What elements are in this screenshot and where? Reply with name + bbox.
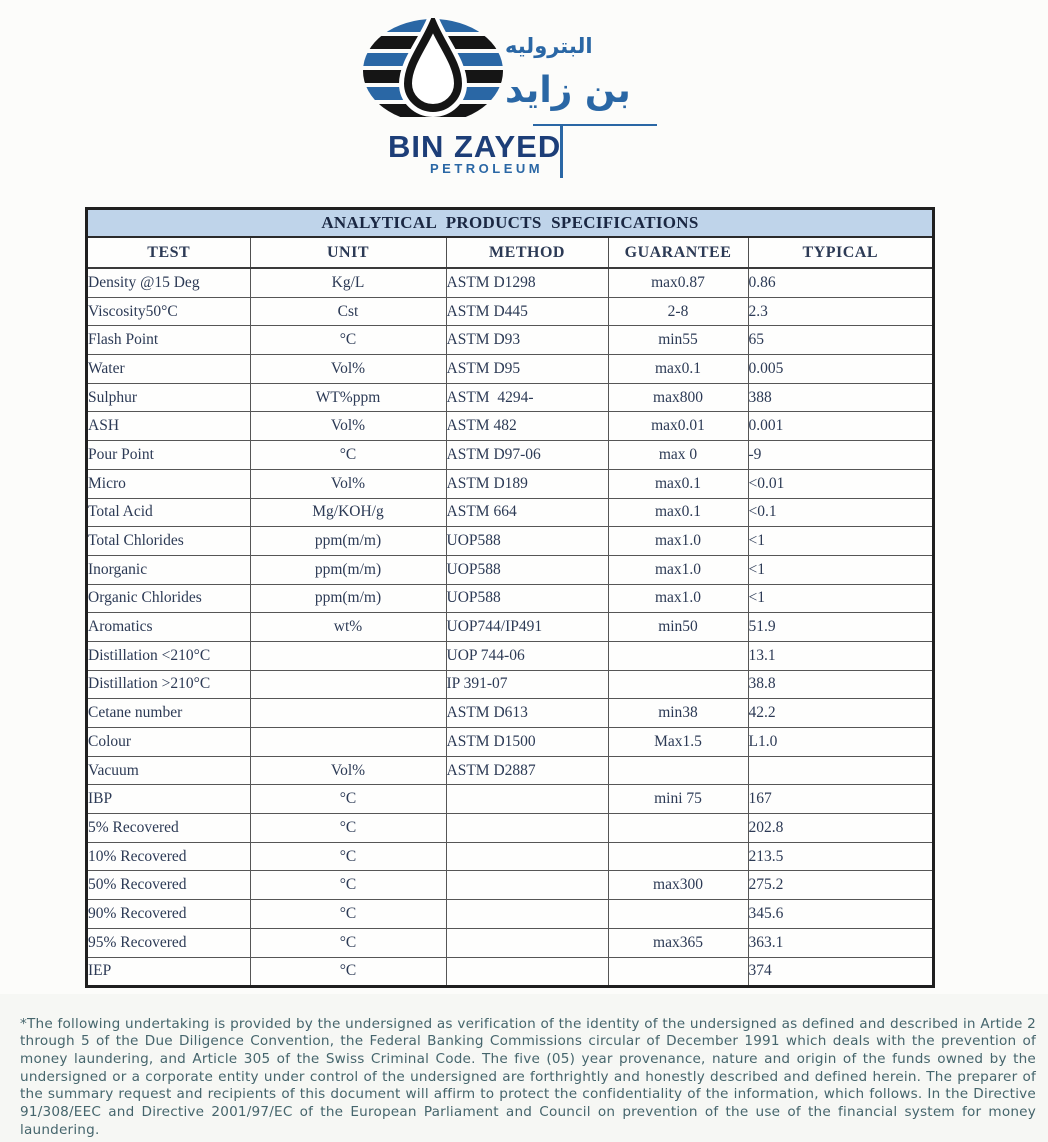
cell-test: Colour xyxy=(88,728,250,757)
cell-typical: 363.1 xyxy=(748,928,932,957)
cell-guarantee: max300 xyxy=(608,871,748,900)
cell-method: ASTM D95 xyxy=(446,355,608,384)
spec-table-body xyxy=(88,268,932,985)
cell-guarantee: max0.1 xyxy=(608,498,748,527)
cell-typical: 167 xyxy=(748,785,932,814)
cell-unit xyxy=(250,670,446,699)
cell-typical: 65 xyxy=(748,326,932,355)
cell-guarantee: max365 xyxy=(608,928,748,957)
logo-underline-rule xyxy=(533,124,657,126)
cell-method xyxy=(446,900,608,929)
cell-guarantee xyxy=(608,814,748,843)
table-row xyxy=(88,728,932,757)
cell-guarantee: max1.0 xyxy=(608,555,748,584)
cell-typical: <0.1 xyxy=(748,498,932,527)
cell-method xyxy=(446,842,608,871)
column-header-typical: TYPICAL xyxy=(748,238,932,268)
cell-typical: 13.1 xyxy=(748,641,932,670)
table-title: ANALYTICAL PRODUCTS SPECIFICATIONS xyxy=(88,210,932,238)
table-row xyxy=(88,383,932,412)
table-row xyxy=(88,527,932,556)
cell-test: Organic Chlorides xyxy=(88,584,250,613)
cell-unit: °C xyxy=(250,326,446,355)
cell-unit: °C xyxy=(250,900,446,929)
table-row xyxy=(88,756,932,785)
cell-test: 5% Recovered xyxy=(88,814,250,843)
cell-method: IP 391-07 xyxy=(446,670,608,699)
footnote: *The following undertaking is provided by the undersigned as verification of the identity of the undersigned as defined and described in Artide 2 through 5 of the Due Diligence Convention, the Federal Banking Commissions circular of December 1991 which deals with the prevention of money laundering, and Article 305 of the Swiss Criminal Code. The five (05) year provenance, nature and origin of the funds owned by the undersigned or a corporate entity under control of the undersigned are forthrightly and honestly described and defined herein. The preparer of the summary request and recipients of this document will affirm to protect the confidentiality of the information, which follows. In the Directive 91/308/EEC and Directive 2001/97/EC of the European Parliament and Council on prevention of the use of the financial system for money laundering. xyxy=(20,1015,1036,1138)
cell-method: UOP588 xyxy=(446,527,608,556)
table-row xyxy=(88,412,932,441)
cell-test: 95% Recovered xyxy=(88,928,250,957)
cell-guarantee xyxy=(608,900,748,929)
cell-method xyxy=(446,871,608,900)
cell-unit: Vol% xyxy=(250,355,446,384)
cell-test: 10% Recovered xyxy=(88,842,250,871)
cell-typical: 51.9 xyxy=(748,613,932,642)
cell-guarantee: max800 xyxy=(608,383,748,412)
table-row xyxy=(88,613,932,642)
cell-unit: Vol% xyxy=(250,756,446,785)
cell-test: Distillation <210°C xyxy=(88,641,250,670)
table-row xyxy=(88,670,932,699)
cell-guarantee xyxy=(608,756,748,785)
table-row xyxy=(88,641,932,670)
cell-method: ASTM D1500 xyxy=(446,728,608,757)
cell-unit xyxy=(250,641,446,670)
cell-typical: 213.5 xyxy=(748,842,932,871)
cell-unit: ppm(m/m) xyxy=(250,555,446,584)
cell-typical: 388 xyxy=(748,383,932,412)
cell-typical: 202.8 xyxy=(748,814,932,843)
cell-method: UOP588 xyxy=(446,555,608,584)
cell-method: ASTM D445 xyxy=(446,297,608,326)
table-row xyxy=(88,900,932,929)
cell-guarantee: max0.87 xyxy=(608,268,748,297)
cell-typical: 0.005 xyxy=(748,355,932,384)
table-row xyxy=(88,469,932,498)
cell-test: 90% Recovered xyxy=(88,900,250,929)
cell-guarantee xyxy=(608,957,748,985)
logo-arabic-top-text: البتروليه xyxy=(505,34,593,58)
column-header-guarantee: GUARANTEE xyxy=(608,238,748,268)
cell-method: ASTM D613 xyxy=(446,699,608,728)
cell-test: Aromatics xyxy=(88,613,250,642)
table-row xyxy=(88,555,932,584)
cell-method xyxy=(446,928,608,957)
cell-unit xyxy=(250,728,446,757)
cell-unit: Vol% xyxy=(250,412,446,441)
cell-test: Inorganic xyxy=(88,555,250,584)
cell-typical: 275.2 xyxy=(748,871,932,900)
cell-test: Total Chlorides xyxy=(88,527,250,556)
cell-guarantee: max0.1 xyxy=(608,355,748,384)
cell-guarantee: max1.0 xyxy=(608,584,748,613)
cell-test: Vacuum xyxy=(88,756,250,785)
cell-method: UOP 744-06 xyxy=(446,641,608,670)
cell-guarantee: Max1.5 xyxy=(608,728,748,757)
cell-guarantee xyxy=(608,641,748,670)
table-row xyxy=(88,928,932,957)
cell-guarantee: max0.01 xyxy=(608,412,748,441)
brand-subtitle: PETROLEUM xyxy=(430,161,544,176)
cell-method: ASTM D189 xyxy=(446,469,608,498)
cell-unit: Vol% xyxy=(250,469,446,498)
table-row xyxy=(88,699,932,728)
table-header-row xyxy=(88,238,932,268)
cell-guarantee xyxy=(608,670,748,699)
cell-test: Pour Point xyxy=(88,441,250,470)
cell-method: ASTM D97-06 xyxy=(446,441,608,470)
cell-typical: 0.001 xyxy=(748,412,932,441)
cell-method: ASTM 4294- xyxy=(446,383,608,412)
cell-guarantee: max0.1 xyxy=(608,469,748,498)
cell-test: IBP xyxy=(88,785,250,814)
table-row xyxy=(88,814,932,843)
cell-test: Cetane number xyxy=(88,699,250,728)
cell-method: ASTM D2887 xyxy=(446,756,608,785)
table-row xyxy=(88,957,932,985)
cell-method xyxy=(446,957,608,985)
cell-test: Flash Point xyxy=(88,326,250,355)
table-row xyxy=(88,584,932,613)
cell-unit: Mg/KOH/g xyxy=(250,498,446,527)
cell-guarantee: 2-8 xyxy=(608,297,748,326)
cell-method: ASTM 482 xyxy=(446,412,608,441)
cell-unit: °C xyxy=(250,842,446,871)
cell-method: ASTM D93 xyxy=(446,326,608,355)
table-row xyxy=(88,785,932,814)
cell-typical: 345.6 xyxy=(748,900,932,929)
cell-test: 50% Recovered xyxy=(88,871,250,900)
cell-unit: Cst xyxy=(250,297,446,326)
cell-typical: <1 xyxy=(748,555,932,584)
table-row xyxy=(88,871,932,900)
cell-test: Micro xyxy=(88,469,250,498)
cell-unit: Kg/L xyxy=(250,268,446,297)
cell-typical: L1.0 xyxy=(748,728,932,757)
cell-typical: 38.8 xyxy=(748,670,932,699)
cell-guarantee: max 0 xyxy=(608,441,748,470)
logo-arabic-bottom-text: بن زايد xyxy=(505,70,631,111)
cell-method: ASTM D1298 xyxy=(446,268,608,297)
column-header-method: METHOD xyxy=(446,238,608,268)
cell-test: Total Acid xyxy=(88,498,250,527)
cell-typical: 0.86 xyxy=(748,268,932,297)
logo xyxy=(0,0,1048,195)
cell-guarantee: mini 75 xyxy=(608,785,748,814)
cell-method: UOP744/IP491 xyxy=(446,613,608,642)
cell-unit: WT%ppm xyxy=(250,383,446,412)
cell-test: ASH xyxy=(88,412,250,441)
cell-typical: 2.3 xyxy=(748,297,932,326)
cell-method: UOP588 xyxy=(446,584,608,613)
cell-unit: °C xyxy=(250,785,446,814)
cell-unit: °C xyxy=(250,814,446,843)
cell-typical: 42.2 xyxy=(748,699,932,728)
cell-guarantee: max1.0 xyxy=(608,527,748,556)
cell-test: IEP xyxy=(88,957,250,985)
table-row xyxy=(88,355,932,384)
cell-test: Sulphur xyxy=(88,383,250,412)
spec-table xyxy=(85,207,935,988)
cell-typical: -9 xyxy=(748,441,932,470)
table-row xyxy=(88,441,932,470)
cell-guarantee: min50 xyxy=(608,613,748,642)
cell-test: Density @15 Deg xyxy=(88,268,250,297)
cell-unit: ppm(m/m) xyxy=(250,527,446,556)
cell-unit: °C xyxy=(250,957,446,985)
cell-typical: <1 xyxy=(748,527,932,556)
cell-guarantee: min55 xyxy=(608,326,748,355)
column-header-test: TEST xyxy=(88,238,250,268)
table-row xyxy=(88,297,932,326)
cell-typical: <0.01 xyxy=(748,469,932,498)
cell-typical: <1 xyxy=(748,584,932,613)
cell-guarantee xyxy=(608,842,748,871)
cell-typical xyxy=(748,756,932,785)
cell-method: ASTM 664 xyxy=(446,498,608,527)
cell-guarantee: min38 xyxy=(608,699,748,728)
cell-method xyxy=(446,814,608,843)
oil-drop-logo-icon xyxy=(362,18,505,129)
cell-unit xyxy=(250,699,446,728)
brand-name: BIN ZAYED xyxy=(388,129,562,164)
cell-test: Water xyxy=(88,355,250,384)
cell-unit: °C xyxy=(250,871,446,900)
cell-test: Viscosity50°C xyxy=(88,297,250,326)
table-row xyxy=(88,498,932,527)
column-header-unit: UNIT xyxy=(250,238,446,268)
table-row xyxy=(88,268,932,297)
cell-method xyxy=(446,785,608,814)
table-row xyxy=(88,326,932,355)
cell-unit: °C xyxy=(250,928,446,957)
cell-test: Distillation >210°C xyxy=(88,670,250,699)
cell-typical: 374 xyxy=(748,962,772,980)
cell-unit: ppm(m/m) xyxy=(250,584,446,613)
cell-unit: °C xyxy=(250,441,446,470)
cell-unit: wt% xyxy=(250,613,446,642)
table-row xyxy=(88,842,932,871)
